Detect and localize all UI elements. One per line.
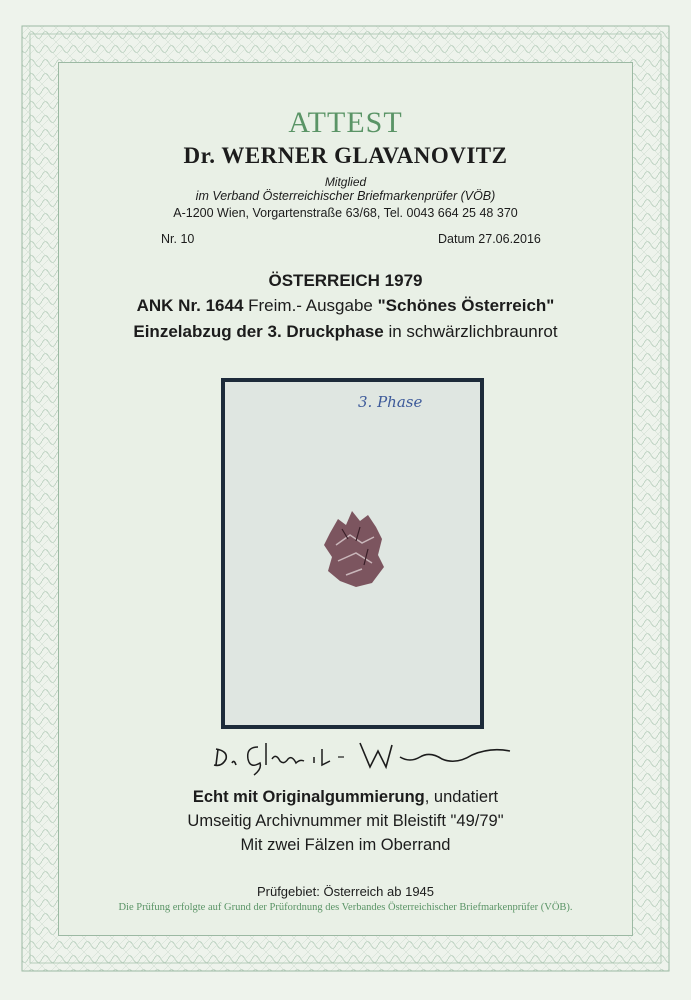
- stamp-proof-image: [316, 505, 392, 591]
- certificate-number: Nr. 10: [161, 232, 195, 246]
- proof-description: Einzelabzug der 3. Druckphase: [133, 322, 384, 341]
- association-name: im Verband Österreichischer Briefmarkenprüfer (VÖB): [195, 189, 496, 203]
- archive-note: Umseitig Archivnummer mit Bleistift "49/79": [187, 812, 504, 830]
- examiner-name: Dr. WERNER GLAVANOVITZ: [183, 143, 508, 168]
- examiner-signature: [210, 735, 520, 795]
- issue-line: [0, 296, 691, 316]
- certificate-heading: ATTEST: [288, 106, 403, 139]
- membership-label: Mitglied: [324, 175, 367, 189]
- issue-name: "Schönes Österreich": [377, 296, 555, 315]
- catalog-number: ANK Nr. 1644: [136, 296, 244, 315]
- gum-statement: [0, 788, 691, 807]
- certificate-date: Datum 27.06.2016: [438, 232, 541, 246]
- gum-note: , undatiert: [424, 788, 499, 806]
- proof-color: in schwärzlichbraunrot: [388, 322, 558, 341]
- pencil-note: 3. Phase: [358, 393, 423, 411]
- country-year: ÖSTERREICH 1979: [268, 271, 423, 290]
- hinges-note: Mit zwei Fälzen im Oberrand: [240, 836, 451, 854]
- issue-prefix: Freim.- Ausgabe: [248, 296, 373, 315]
- examination-scope: Prüfgebiet: Österreich ab 1945: [256, 884, 435, 899]
- examiner-address: A-1200 Wien, Vorgartenstraße 63/68, Tel. 0043 664 25 48 370: [173, 206, 518, 220]
- proof-line: [0, 322, 691, 342]
- gum-status: Echt mit Originalgummierung: [192, 788, 425, 806]
- examination-basis: Die Prüfung erfolgte auf Grund der Prüfordnung des Verbandes Österreichischer Briefmarkenprüfer (VÖB).: [118, 902, 573, 913]
